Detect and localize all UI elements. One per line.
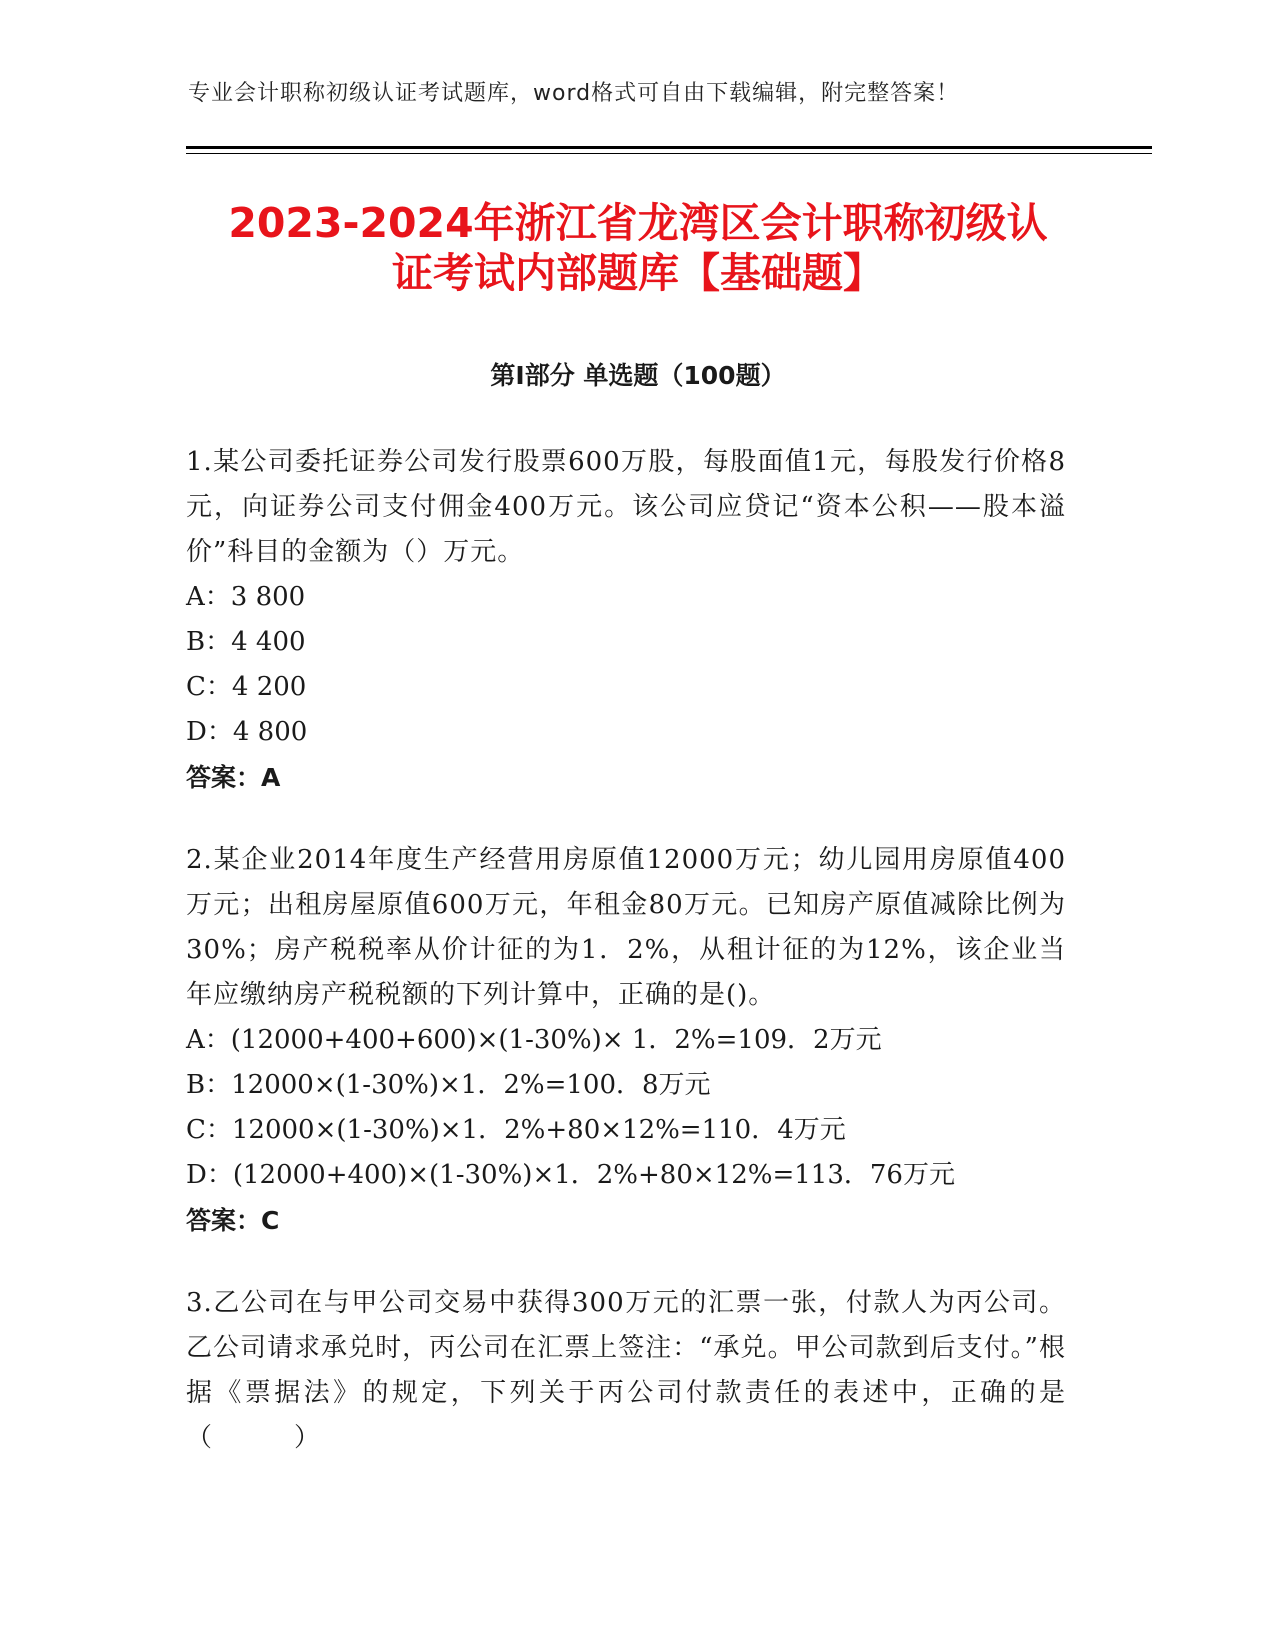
option-a: A：(12000+400+600)×(1-30%)× 1．2%=109．2万元 [186,1025,882,1055]
option-c: C：4 200 [186,672,307,702]
header-note: 专业会计职称初级认证考试题库，word格式可自由下载编辑，附完整答案！ [188,81,960,106]
option-b: B：4 400 [186,627,306,657]
question-3 [186,1281,1066,1461]
question-list [186,440,1066,1499]
question-stem: 3.乙公司在与甲公司交易中获得300万元的汇票一张，付款人为丙公司。乙公司请求承兑时，丙公司在汇票上签注：“承兑。甲公司款到后支付。”根据《票据法》的规定，下列关于丙公司付款责任的表述中，正确的是（ ） [186,1288,1066,1453]
document-title-line2: 证考试内部题库【基础题】 [392,249,884,297]
option-a: A：3 800 [186,582,306,612]
section-title: 第I部分 单选题（100题） [490,361,786,390]
option-list [186,1018,1066,1198]
document-title [186,198,1090,298]
question-stem: 1.某公司委托证券公司发行股票600万股，每股面值1元，每股发行价格8元，向证券公司支付佣金400万元。该公司应贷记“资本公积——股本溢价”科目的金额为（）万元。 [186,447,1066,567]
question-2 [186,838,1066,1243]
option-d: D：(12000+400)×(1-30%)×1．2%+80×12%=113．76万元 [186,1160,955,1190]
option-list [186,575,1066,755]
document-title-line1: 2023-2024年浙江省龙湾区会计职称初级认 [228,199,1048,247]
answer-label: 答案：C [186,1206,280,1235]
option-c: C：12000×(1-30%)×1．2%+80×12%=110．4万元 [186,1115,846,1145]
header-rule-thick [186,146,1152,149]
option-b: B：12000×(1-30%)×1．2%=100．8万元 [186,1070,711,1100]
answer-label: 答案：A [186,763,281,792]
header-rule-thin [186,153,1152,154]
question-1 [186,440,1066,800]
option-d: D：4 800 [186,717,308,747]
question-stem: 2.某企业2014年度生产经营用房原值12000万元；幼儿园用房原值400万元；出租房屋原值600万元，年租金80万元。已知房产原值减除比例为30%；房产税税率从价计征的为1．2%，从租计征的为12%，该企业当年应缴纳房产税税额的下列计算中，正确的是()。 [186,845,1066,1010]
